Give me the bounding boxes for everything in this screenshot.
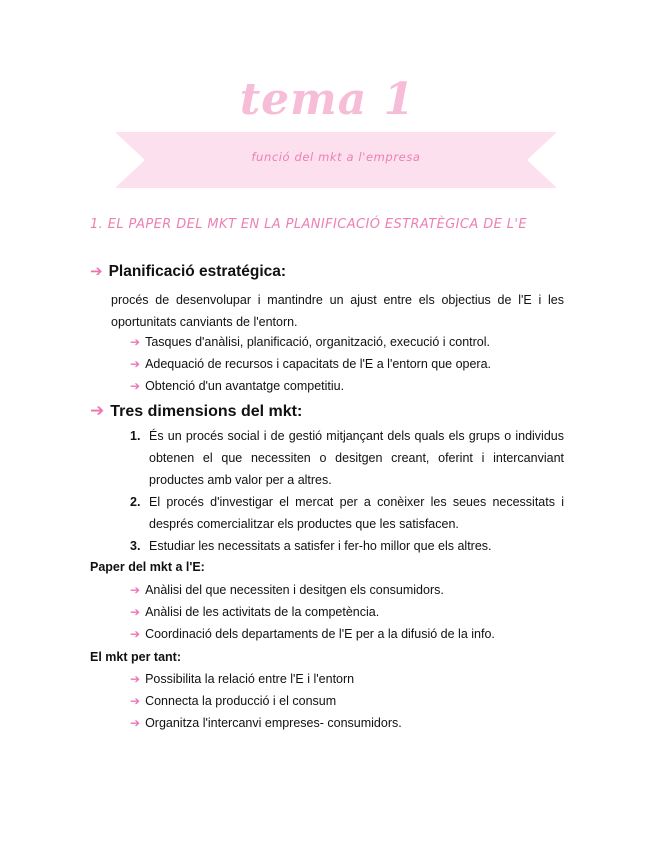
section-heading: 1. EL PAPER DEL MKT EN LA PLANIFICACIÓ ESTRATÈGICA DE L'E: [90, 217, 528, 232]
planificacio-heading-text: Planificació estratégica:: [108, 263, 287, 280]
list-item: [130, 535, 564, 557]
planificacio-heading: [90, 262, 286, 281]
list-item: [130, 425, 564, 491]
list-item: [130, 357, 491, 371]
dimensions-heading-text: Tres dimensions del mkt:: [110, 403, 303, 420]
list-number: 1.: [130, 429, 141, 443]
list-item-text: Organitza l'intercanvi empreses- consumidors.: [145, 716, 402, 730]
pertant-heading: El mkt per tant:: [90, 650, 181, 664]
arrow-right-icon: ➔: [130, 694, 141, 708]
list-item: [130, 583, 444, 597]
arrow-right-icon: ➔: [130, 335, 141, 349]
list-item-text: Anàlisi del que necessiten i desitgen els consumidors.: [145, 583, 444, 597]
arrow-right-icon: ➔: [90, 401, 105, 421]
page-subtitle: funció del mkt a l'empresa: [251, 150, 421, 164]
list-item-text: És un procés social i de gestió mitjançant dels quals els grups o individus obtenen el que necessiten o desitgen creant, oferint i intercanviant productes amb valor per a altres.: [149, 429, 564, 487]
arrow-right-icon: ➔: [130, 605, 141, 619]
list-item-text: Possibilita la relació entre l'E i l'entorn: [145, 672, 355, 686]
arrow-right-icon: ➔: [130, 357, 141, 371]
planificacio-definition: procés de desenvolupar i mantindre un ajust entre els objectius de l'E i les oportunitats canviants de l'entorn.: [111, 293, 564, 329]
arrow-right-icon: ➔: [130, 379, 141, 393]
list-item-text: Obtenció d'un avantatge competitiu.: [145, 379, 345, 393]
list-item-text: Tasques d'anàlisi, planificació, organització, execució i control.: [145, 335, 490, 349]
list-item: [130, 605, 379, 619]
dimensions-heading: [90, 401, 302, 421]
arrow-right-icon: ➔: [130, 627, 141, 641]
list-item-text: El procés d'investigar el mercat per a conèixer les seues necessitats i després comercialitzar els productes que les satisfacen.: [149, 495, 564, 531]
list-item: [130, 335, 490, 349]
list-item-text: Anàlisi de les activitats de la competència.: [145, 605, 380, 619]
arrow-right-icon: ➔: [130, 716, 141, 730]
list-item: [130, 627, 495, 641]
list-item-text: Connecta la producció i el consum: [145, 694, 337, 708]
list-item-text: Estudiar les necessitats a satisfer i fer-ho millor que els altres.: [149, 539, 492, 553]
list-item: [130, 491, 564, 535]
list-item-text: Adequació de recursos i capacitats de l'E a l'entorn que opera.: [145, 357, 492, 371]
arrow-right-icon: ➔: [130, 672, 141, 686]
list-item: [130, 672, 354, 686]
arrow-right-icon: ➔: [130, 583, 141, 597]
list-number: 3.: [130, 539, 141, 553]
list-number: 2.: [130, 495, 141, 509]
list-item-text: Coordinació dels departaments de l'E per a la difusió de la info.: [145, 627, 495, 641]
list-item: [130, 716, 402, 730]
arrow-right-icon: ➔: [90, 262, 103, 280]
list-item: [130, 694, 336, 708]
page-title: tema 1: [239, 74, 416, 125]
list-item: [130, 379, 344, 393]
paper-heading: Paper del mkt a l'E:: [90, 560, 205, 574]
